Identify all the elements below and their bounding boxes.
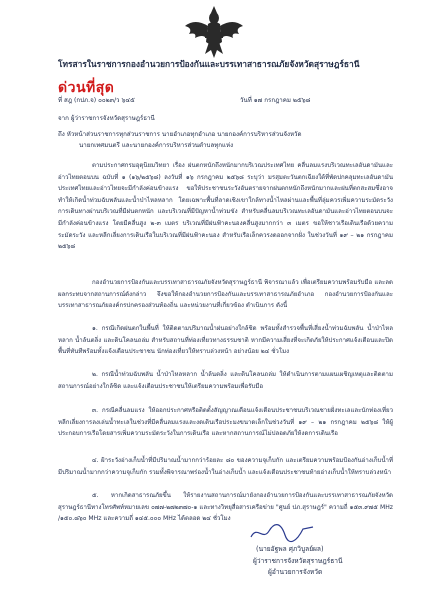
body-paragraph-4: ๒. กรณีน้ำท่วมฉับพลัน น้ำป่าไหลหลาก น้ำล้นตลิ่ง และดินโคลนถล่ม ให้ดำเนินการตามแผนเผชิญเหตุและติดตามสถานการณ์อย่างใกล้ชิด และแจ้งเตือนประชาชนให้เตรียมความพร้อมเพื่อรับมือ (58, 371, 393, 390)
garuda-emblem-icon (183, 4, 245, 60)
to-line-2: นายกเทศมนตรี และนายกองค์การบริหารส่วนตำบลทุกแห่ง (79, 142, 234, 149)
from-line: จาก ผู้ว่าราชการจังหวัดสุราษฎร์ธานี (58, 115, 155, 122)
signatory-position: ผู้ว่าราชการจังหวัดสุราษฎร์ธานี (253, 557, 343, 565)
body-paragraph-6: ๔. ฝ้าระวังอ่างเก็บน้ำที่มีปริมาณน้ำมากกว่าร้อยละ ๘๐ ของความจุเก็บกัก และเตรียมความพร้อมป้องกันอ่างเก็บน้ำที่มีปริมาณน้ำมากกว่าความจุเก็บกัก รวมทั้งพิจารณาพร่องน้ำในอ่างเก็บน้ำ และแจ้งเตือนประชาชนท้ายอ่างเก็บน้ำให้ทราบล่วงหน้า (58, 457, 393, 476)
document-number: ที่ สฎ (กปภ.จ) ๐๐๒๓/ว ๖๔๕ (58, 97, 135, 104)
body-paragraph-5: ๓. กรณีคลื่นลมแรง ให้ออกประกาศหรือติดตั้งสัญญาณเตือนแจ้งเตือนประชาชนบริเวณชายฝั่งทะเลและนักท่องเที่ยวหลีกเลี่ยงการลงเล่นน้ำทะเลในช่วงที่มีคลื่นลมแรงและงดเดินเรือประมงขนาดเล็กในช่วงวันที่ ๑๙ – ๒๑ กรกฎาคม ๒๕๖๘ ให้ผู้ประกอบการเรือโดยสารเพิ่มความระมัดระวังในการเดินเรือ และหากสถานการณ์ไม่ปลอดภัยให้งดการเดินเรือ (58, 407, 393, 438)
body-paragraph-3: ๑. กรณีเกิดฝนตกในพื้นที่ ให้ติดตามปริมาณน้ำฝนอย่างใกล้ชิด พร้อมทั้งสำรวจพื้นที่เสี่ยงน้ำท่วมฉับพลัน น้ำป่าไหลหลาก น้ำล้นตลิ่ง และดินโคลนถล่ม สำหรับสถานที่ท่องเที่ยวทางธรรมชาติ หากมีความเสี่ยงที่จะเกิดภัยให้ประกาศแจ้งเตือนและปิดพื้นที่ทันทีพร้อมทั้งแจ้งเตือนประชาชน นักท่องเที่ยวให้ทราบล่วงหน้า อย่างน้อย ๒๔ ชั่วโมง (58, 325, 393, 356)
urgency-label: ด่วนที่สุด (58, 80, 115, 96)
body-paragraph-7: ๕. หากเกิดสาธารณภัยขึ้น ให้รายงานสถานการณ์มายังกองอำนวยการป้องกันและบรรเทาสาธารณภัยจังหวัดสุราษฎร์ธานีทางโทรศัพท์หมายเลข ๐๗๗-๒๗๒๓๗๐-๑ และทางวิทยุสื่อสารเครือข่าย "ศูนย์ ปภ.สุราษฎร์" ความถี่ ๑๕๓.๙๗๕ MHz /๑๕๐.๘๖๐ MHz และความถี่ ๑๔๕.๐๐๐ MHz ได้ตลอด ๒๔ ชั่วโมง (58, 492, 393, 523)
to-line-1: ถึง หัวหน้าส่วนราชการทุกส่วนราชการ นายอำเภอทุกอำเภอ นายกองค์การบริหารส่วนจังหวัด (58, 131, 302, 138)
document-date: วันที่ ๑๗ กรกฎาคม ๒๕๖๘ (240, 97, 311, 104)
body-paragraph-2: กองอำนวยการป้องกันและบรรเทาสาธารณภัยจังหวัดสุราษฎร์ธานี พิจารณาแล้ว เพื่อเตรียมความพร้อมรับมือ และลดผลกระทบจากสถานการณ์ดังกล่าว จึงขอให้กองอำนวยการป้องกันและบรรเทาสาธารณภัยอำเภอ กองอำนวยการป้องกันและบรรเทาสาธารณภัยองค์กรปกครองส่วนท้องถิ่น และหน่วยงานที่เกี่ยวข้อง ดำเนินการ ดังนี้ (58, 279, 393, 310)
signatory-role: ผู้อำนวยการจังหวัด (268, 568, 323, 576)
signatory-name: (นายอัฐพล ศุภวิบูลย์ผล) (256, 545, 324, 553)
handwritten-signature (247, 521, 317, 543)
document-title: โทรสารในราชการกองอำนวยการป้องกันและบรรเทาสาธารณภัยจังหวัดสุราษฎร์ธานี (58, 59, 360, 69)
body-paragraph-1: ตามประกาศกรมอุตุนิยมวิทยา เรื่อง ฝนตกหนักถึงหนักมากบริเวณประเทศไทย คลื่นลมแรงบริเวณทะเลอันดามันและอ่าวไทยตอนบน ฉบับที่ ๑ (๑๖/๒๕๖๘) ลงวันที่ ๑๖ กรกฎาคม ๒๕๖๘ ระบุว่า มรสุมตะวันตกเฉียงใต้ที่พัดปกคลุมทะเลอันดามัน ประเทศไทยและอ่าวไทยจะมีกำลังค่อนข้างแรง ขอให้ประชาชนระวังอันตรายจากฝนตกหนักถึงหนักมากและฝนที่ตกสะสมซึ่งอาจทำให้เกิดน้ำท่วมฉับพลันและน้ำป่าไหลหลาก โดยเฉพาะพื้นที่ลาดเชิงเขาใกล้ทางน้ำไหลผ่านและพื้นที่ลุ่มควรเพิ่มความระมัดระวังการเดินทางผ่านบริเวณที่มีฝนตกหนัก และบริเวณที่มีปัญหาน้ำท่วมขัง สำหรับคลื่นลมบริเวณทะเลอันดามันและอ่าวไทยตอนบนจะมีกำลังค่อนข้างแรง โดยมีคลื่นสูง ๒-๓ เมตร บริเวณที่มีฝนฟ้าคะนองคลื่นสูงมากกว่า ๓ เมตร ขอให้ชาวเรือเดินเรือด้วยความระมัดระวัง และหลีกเลี่ยงการเดินเรือในบริเวณที่มีฝนฟ้าคะนอง สำหรับเรือเล็กควรงดออกจากฝั่ง ในช่วงวันที่ ๑๙ – ๒๑ กรกฎาคม ๒๕๖๘ (58, 162, 393, 251)
